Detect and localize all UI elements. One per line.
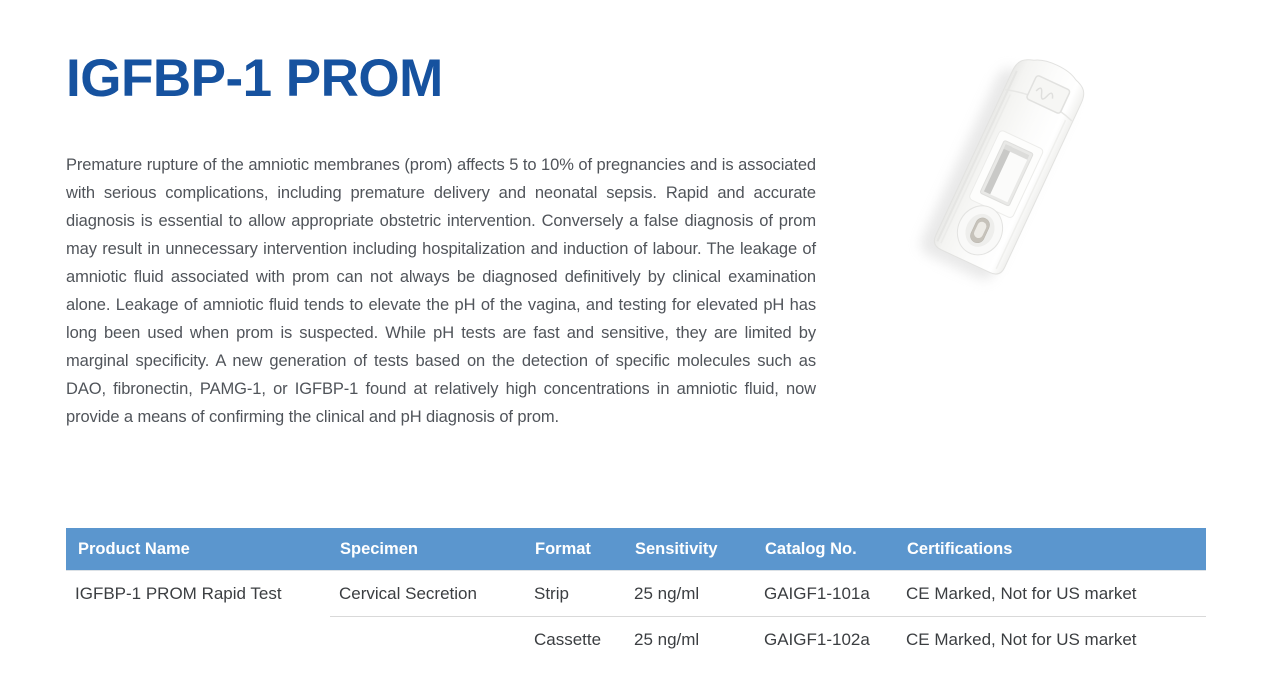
col-header-certifications: Certifications [897,528,1206,571]
rapid-test-cassette-image [895,15,1145,305]
cell-sensitivity: 25 ng/ml [634,629,700,649]
product-description: Premature rupture of the amniotic membranes (prom) affects 5 to 10% of pregnancies and is associated with serious complications, including premature delivery and neonatal sepsis. Rapid and accurate diagnosis is essential to allow appropriate obstetric intervention. Conversely a false diagnosis of prom may result in unnecessary intervention including hospitalization and induction of labour. The leakage of amniotic fluid associated with prom can not always be diagnosed definitively by clinical examination alone. Leakage of amniotic fluid tends to elevate the pH of the vagina, and testing for elevated pH has long been used when prom is suspected. While pH tests are fast and sensitive, they are limited by marginal specificity. A new generation of tests based on the detection of specific molecules such as DAO, fibronectin, PAMG-1, or IGFBP-1 found at relatively high concentrations in amniotic fluid, now provide a means of confirming the clinical and pH diagnosis of prom. [66,156,816,426]
cell-product-name: IGFBP-1 PROM Rapid Test [75,583,282,603]
table-row [66,617,1206,663]
cell-catalog-no: GAIGF1-102a [764,629,870,649]
cell-format: Strip [525,571,625,617]
page-title: IGFBP-1 PROM [66,49,443,108]
cell-specimen [330,617,525,663]
col-header-product-name: Product Name [66,528,330,571]
cell-product-name [66,617,330,663]
col-header-catalog-no: Catalog No. [755,528,897,571]
cell-format: Cassette [534,629,602,649]
cell-catalog-no: GAIGF1-101a [755,571,897,617]
cell-certifications: CE Marked, Not for US market [897,571,1206,617]
cell-certifications: CE Marked, Not for US market [906,629,1137,649]
cell-sensitivity: 25 ng/ml [625,571,755,617]
table-header-row [66,528,1206,571]
table-row [66,571,1206,617]
cell-specimen: Cervical Secretion [330,571,525,617]
col-header-sensitivity: Sensitivity [625,528,755,571]
product-spec-table [66,528,1206,662]
product-photo [895,15,1145,305]
col-header-specimen: Specimen [330,528,525,571]
col-header-format: Format [525,528,625,571]
